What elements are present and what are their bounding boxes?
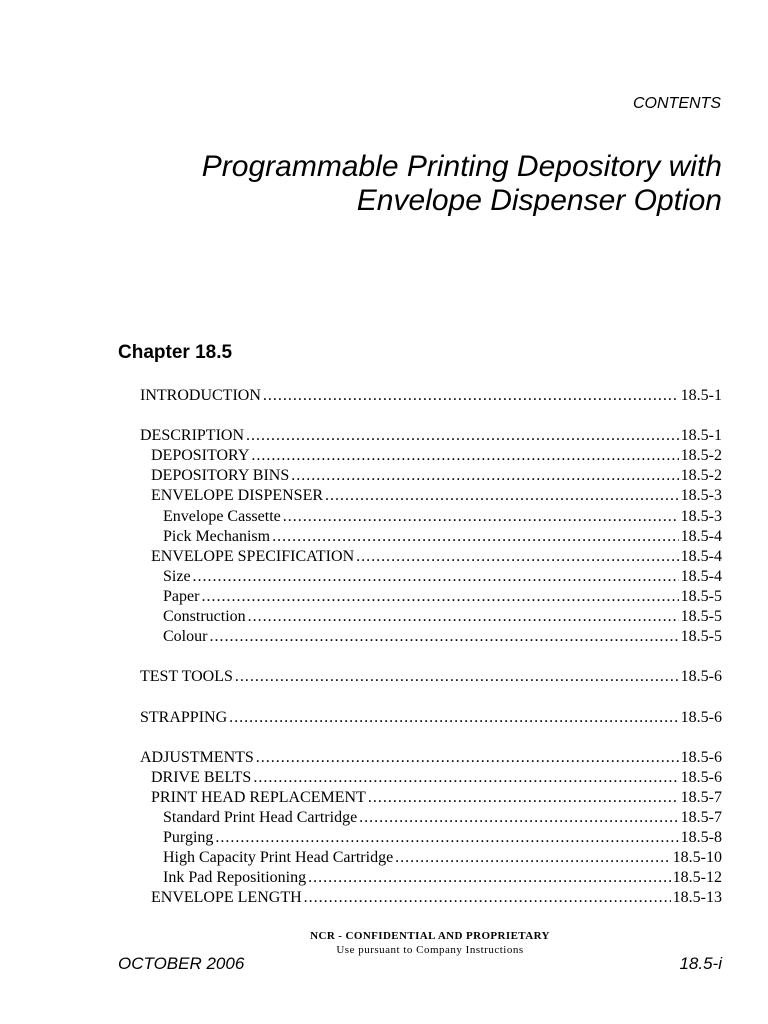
- toc-entry-title: Paper: [163, 587, 200, 605]
- chapter-heading: Chapter 18.5: [118, 342, 233, 363]
- toc-entry-page: 18.5-2: [680, 447, 722, 465]
- toc-dot-leader: [359, 808, 679, 828]
- toc-entry-page: 18.5-13: [672, 889, 722, 907]
- toc-entry-title: Standard Print Head Cartridge: [163, 808, 358, 826]
- toc-entry-title: Size: [163, 567, 191, 585]
- toc-entry-page: 18.5-5: [680, 587, 722, 605]
- toc-entry[interactable]: [140, 426, 722, 446]
- toc-dot-leader: [193, 567, 679, 587]
- toc-entry-page: 18.5-10: [672, 849, 722, 867]
- toc-entry-title: DEPOSITORY BINS: [151, 467, 290, 485]
- toc-entry-title: ADJUSTMENTS: [140, 748, 254, 766]
- page-title: [82, 150, 722, 218]
- toc-entry-title: DESCRIPTION: [140, 427, 245, 445]
- toc-entry-page: 18.5-3: [680, 507, 722, 525]
- toc-entry[interactable]: [140, 567, 722, 587]
- footer-page-number: 18.5-i: [679, 954, 722, 973]
- toc-dot-leader: [256, 748, 679, 768]
- toc-entry[interactable]: [140, 627, 722, 647]
- toc-entry-title: STRAPPING: [140, 708, 228, 726]
- toc-entry[interactable]: [140, 808, 722, 828]
- toc-entry-page: 18.5-7: [680, 788, 722, 806]
- toc-entry[interactable]: [140, 587, 722, 607]
- toc-entry-page: 18.5-6: [680, 668, 722, 686]
- toc-entry-page: 18.5-5: [680, 628, 722, 646]
- toc-entry-page: 18.5-1: [680, 387, 722, 404]
- toc-entry[interactable]: [140, 386, 722, 406]
- toc-dot-leader: [308, 868, 671, 888]
- toc-dot-leader: [356, 547, 679, 567]
- title-line-1: Programmable Printing Depository with: [201, 150, 722, 183]
- confidentiality-line-2: Use pursuant to Company Instructions: [336, 944, 524, 956]
- toc-entry-title: Colour: [163, 628, 208, 646]
- confidentiality-line-1: NCR - CONFIDENTIAL AND PROPRIETARY: [310, 930, 550, 942]
- toc-dot-leader: [215, 828, 678, 848]
- toc-entry[interactable]: [140, 547, 722, 567]
- toc-entry[interactable]: [140, 667, 722, 687]
- toc-dot-leader: [325, 486, 679, 506]
- toc-entry-title: DRIVE BELTS: [151, 768, 252, 786]
- toc-dot-leader: [263, 386, 679, 406]
- toc-entry-title: ENVELOPE LENGTH: [151, 889, 302, 907]
- toc-entry-page: 18.5-1: [680, 427, 722, 445]
- toc-dot-leader: [283, 507, 679, 527]
- table-of-contents: [140, 386, 722, 908]
- toc-entry-title: Purging: [163, 829, 214, 847]
- toc-entry-title: DEPOSITORY: [151, 447, 250, 465]
- toc-entry-page: 18.5-4: [680, 527, 722, 545]
- toc-entry-title: ENVELOPE SPECIFICATION: [151, 547, 355, 565]
- toc-entry[interactable]: [140, 527, 722, 547]
- toc-entry-page: 18.5-8: [680, 829, 722, 847]
- toc-dot-leader: [246, 426, 679, 446]
- toc-entry-title: Ink Pad Repositioning: [163, 869, 307, 887]
- toc-dot-leader: [272, 527, 679, 547]
- toc-entry-page: 18.5-6: [680, 708, 722, 726]
- confidentiality-notice: [0, 929, 768, 957]
- toc-entry-title: TEST TOOLS: [140, 668, 233, 686]
- toc-entry[interactable]: [140, 708, 722, 728]
- title-line-2: Envelope Dispenser Option: [356, 184, 722, 217]
- toc-dot-leader: [395, 848, 671, 868]
- toc-entry[interactable]: [140, 507, 722, 527]
- toc-dot-leader: [201, 587, 678, 607]
- header-label: CONTENTS: [633, 95, 721, 112]
- toc-entry[interactable]: [140, 888, 722, 908]
- toc-entry-title: INTRODUCTION: [140, 387, 261, 404]
- footer-date: OCTOBER 2006: [118, 954, 245, 973]
- toc-entry-page: 18.5-7: [680, 808, 722, 826]
- toc-dot-leader: [229, 708, 679, 728]
- toc-entry-title: Envelope Cassette: [163, 507, 281, 525]
- toc-dot-leader: [368, 788, 679, 808]
- toc-dot-leader: [304, 888, 671, 908]
- toc-entry[interactable]: [140, 828, 722, 848]
- toc-dot-leader: [251, 446, 678, 466]
- toc-entry[interactable]: [140, 607, 722, 627]
- toc-dot-leader: [209, 627, 678, 647]
- toc-entry[interactable]: [140, 466, 722, 486]
- toc-entry-page: 18.5-5: [680, 608, 722, 626]
- toc-dot-leader: [248, 607, 679, 627]
- toc-entry-page: 18.5-3: [680, 487, 722, 505]
- toc-dot-leader: [291, 466, 678, 486]
- toc-entry-title: PRINT HEAD REPLACEMENT: [151, 788, 366, 806]
- toc-entry[interactable]: [140, 868, 722, 888]
- toc-entry-title: ENVELOPE DISPENSER: [151, 487, 324, 505]
- toc-entry-title: Pick Mechanism: [163, 527, 271, 545]
- toc-entry[interactable]: [140, 848, 722, 868]
- toc-entry-page: 18.5-12: [672, 869, 722, 887]
- toc-dot-leader: [235, 667, 679, 687]
- toc-entry[interactable]: [140, 446, 722, 466]
- toc-entry[interactable]: [140, 768, 722, 788]
- toc-entry-title: High Capacity Print Head Cartridge: [163, 849, 394, 867]
- toc-entry-page: 18.5-4: [680, 547, 722, 565]
- toc-dot-leader: [253, 768, 678, 788]
- toc-entry-page: 18.5-2: [680, 467, 722, 485]
- toc-entry[interactable]: [140, 788, 722, 808]
- toc-entry-title: Construction: [163, 608, 246, 626]
- toc-entry-page: 18.5-6: [680, 768, 722, 786]
- toc-entry[interactable]: [140, 486, 722, 506]
- toc-entry[interactable]: [140, 748, 722, 768]
- toc-entry-page: 18.5-6: [680, 748, 722, 766]
- toc-entry-page: 18.5-4: [680, 567, 722, 585]
